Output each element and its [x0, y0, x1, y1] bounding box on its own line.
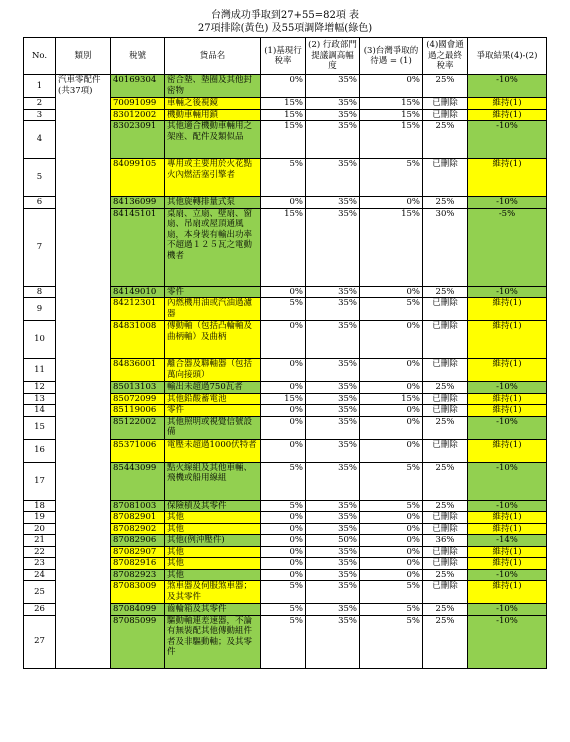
proposed-rate: 35% — [306, 393, 360, 405]
taiwan-treatment: 15% — [360, 121, 423, 159]
tariff-code: 83012002 — [111, 109, 165, 121]
final-rate: 已刪除 — [423, 159, 468, 197]
tariff-code: 40169304 — [111, 75, 165, 98]
final-rate: 已刪除 — [423, 298, 468, 321]
row-no: 12 — [24, 382, 56, 394]
taiwan-treatment: 15% — [360, 208, 423, 286]
header-goods-name: 貨品名 — [165, 38, 261, 75]
current-rate: 5% — [261, 604, 306, 616]
tariff-code: 83023091 — [111, 121, 165, 159]
final-rate: 25% — [423, 615, 468, 668]
row-no: 17 — [24, 462, 56, 500]
final-rate: 25% — [423, 416, 468, 439]
goods-name: 其他(例沖壓件) — [165, 535, 261, 547]
taiwan-treatment: 0% — [360, 416, 423, 439]
result: 維持(1) — [468, 298, 547, 321]
current-rate: 0% — [261, 546, 306, 558]
row-no: 11 — [24, 359, 56, 382]
result: 維持(1) — [468, 546, 547, 558]
row-no: 27 — [24, 615, 56, 668]
current-rate: 0% — [261, 197, 306, 209]
row-no: 23 — [24, 558, 56, 570]
goods-name: 驅動軸連差速器，不論有無裝配其他傳動組件者及非驅動軸；及其零件 — [165, 615, 261, 668]
table-row — [24, 75, 547, 98]
current-rate: 0% — [261, 439, 306, 462]
goods-name: 專用或主要用於火花點火內燃活塞引擎者 — [165, 159, 261, 197]
header-proposed-increase: (2) 行政部門提議調高幅度 — [306, 38, 360, 75]
proposed-rate: 35% — [306, 359, 360, 382]
goods-name: 其他鉛酸蓄電池 — [165, 393, 261, 405]
proposed-rate: 35% — [306, 604, 360, 616]
result: -10% — [468, 569, 547, 581]
result: -10% — [468, 416, 547, 439]
result: -10% — [468, 615, 547, 668]
tariff-code: 84831008 — [111, 321, 165, 359]
proposed-rate: 35% — [306, 405, 360, 417]
tariff-code: 84136099 — [111, 197, 165, 209]
result: 維持(1) — [468, 321, 547, 359]
final-rate: 30% — [423, 208, 468, 286]
result: 維持(1) — [468, 393, 547, 405]
result: -10% — [468, 75, 547, 98]
row-no: 22 — [24, 546, 56, 558]
result: -14% — [468, 535, 547, 547]
taiwan-treatment: 15% — [360, 393, 423, 405]
row-no: 3 — [24, 109, 56, 121]
taiwan-treatment: 0% — [360, 558, 423, 570]
row-no: 2 — [24, 98, 56, 110]
current-rate: 0% — [261, 382, 306, 394]
current-rate: 15% — [261, 208, 306, 286]
proposed-rate: 50% — [306, 535, 360, 547]
final-rate: 36% — [423, 535, 468, 547]
tariff-code: 87082901 — [111, 512, 165, 524]
header-current-rate: (1)基現行稅率 — [261, 38, 306, 75]
tariff-code: 87083009 — [111, 581, 165, 604]
result: -10% — [468, 462, 547, 500]
final-rate: 已刪除 — [423, 359, 468, 382]
taiwan-treatment: 5% — [360, 581, 423, 604]
current-rate: 0% — [261, 416, 306, 439]
tariff-code: 85443099 — [111, 462, 165, 500]
result: 維持(1) — [468, 98, 547, 110]
row-no: 26 — [24, 604, 56, 616]
current-rate: 0% — [261, 523, 306, 535]
taiwan-treatment: 0% — [360, 359, 423, 382]
row-no: 9 — [24, 298, 56, 321]
taiwan-treatment: 0% — [360, 405, 423, 417]
result: 維持(1) — [468, 523, 547, 535]
tariff-code: 85371006 — [111, 439, 165, 462]
goods-name: 其他 — [165, 569, 261, 581]
goods-name: 內燃機用油或汽油過濾器 — [165, 298, 261, 321]
final-rate: 25% — [423, 286, 468, 298]
result: -10% — [468, 604, 547, 616]
row-no: 10 — [24, 321, 56, 359]
taiwan-treatment: 0% — [360, 197, 423, 209]
proposed-rate: 35% — [306, 197, 360, 209]
proposed-rate: 35% — [306, 298, 360, 321]
row-no: 5 — [24, 159, 56, 197]
tariff-code: 87082916 — [111, 558, 165, 570]
current-rate: 5% — [261, 581, 306, 604]
current-rate: 0% — [261, 286, 306, 298]
proposed-rate: 35% — [306, 321, 360, 359]
tariff-code: 87082906 — [111, 535, 165, 547]
header-final-rate: (4)國會通過之最終稅率 — [423, 38, 468, 75]
result: 維持(1) — [468, 159, 547, 197]
current-rate: 5% — [261, 615, 306, 668]
tariff-code: 70091099 — [111, 98, 165, 110]
tariff-code: 85122002 — [111, 416, 165, 439]
proposed-rate: 35% — [306, 546, 360, 558]
result: -10% — [468, 500, 547, 512]
row-no: 4 — [24, 121, 56, 159]
row-no: 14 — [24, 405, 56, 417]
tariff-code: 87082902 — [111, 523, 165, 535]
result: -10% — [468, 121, 547, 159]
taiwan-treatment: 0% — [360, 286, 423, 298]
proposed-rate: 35% — [306, 439, 360, 462]
row-no: 1 — [24, 75, 56, 98]
final-rate: 25% — [423, 121, 468, 159]
proposed-rate: 35% — [306, 121, 360, 159]
current-rate: 0% — [261, 75, 306, 98]
tariff-code: 87081003 — [111, 500, 165, 512]
proposed-rate: 35% — [306, 98, 360, 110]
final-rate: 已刪除 — [423, 405, 468, 417]
final-rate: 25% — [423, 604, 468, 616]
current-rate: 5% — [261, 298, 306, 321]
goods-name: 保險槓及其零件 — [165, 500, 261, 512]
goods-name: 其他適合機動車輛用之架座、配件及類似品 — [165, 121, 261, 159]
proposed-rate: 35% — [306, 615, 360, 668]
tariff-code: 87082907 — [111, 546, 165, 558]
final-rate: 25% — [423, 382, 468, 394]
goods-name: 傳動軸（包括凸輪軸及曲柄軸）及曲柄 — [165, 321, 261, 359]
final-rate: 已刪除 — [423, 581, 468, 604]
taiwan-treatment: 0% — [360, 523, 423, 535]
tariff-code: 85119006 — [111, 405, 165, 417]
final-rate: 已刪除 — [423, 98, 468, 110]
tariff-code: 84212301 — [111, 298, 165, 321]
proposed-rate: 35% — [306, 581, 360, 604]
goods-name: 零件 — [165, 405, 261, 417]
proposed-rate: 35% — [306, 569, 360, 581]
final-rate: 已刪除 — [423, 523, 468, 535]
final-rate: 已刪除 — [423, 321, 468, 359]
proposed-rate: 35% — [306, 523, 360, 535]
taiwan-treatment: 5% — [360, 298, 423, 321]
result: 維持(1) — [468, 405, 547, 417]
final-rate: 25% — [423, 569, 468, 581]
goods-name: 零件 — [165, 286, 261, 298]
proposed-rate: 35% — [306, 109, 360, 121]
proposed-rate: 35% — [306, 416, 360, 439]
final-rate: 25% — [423, 75, 468, 98]
current-rate: 5% — [261, 159, 306, 197]
taiwan-treatment: 0% — [360, 535, 423, 547]
tariff-code: 85072099 — [111, 393, 165, 405]
goods-name: 其他 — [165, 523, 261, 535]
current-rate: 15% — [261, 109, 306, 121]
current-rate: 0% — [261, 405, 306, 417]
proposed-rate: 35% — [306, 382, 360, 394]
taiwan-treatment: 0% — [360, 512, 423, 524]
final-rate: 已刪除 — [423, 109, 468, 121]
final-rate: 25% — [423, 197, 468, 209]
proposed-rate: 35% — [306, 286, 360, 298]
result: -10% — [468, 197, 547, 209]
row-no: 25 — [24, 581, 56, 604]
goods-name: 其他照明或視覺信號設備 — [165, 416, 261, 439]
final-rate: 25% — [423, 462, 468, 500]
proposed-rate: 35% — [306, 500, 360, 512]
goods-name: 其他 — [165, 558, 261, 570]
row-no: 19 — [24, 512, 56, 524]
current-rate: 0% — [261, 535, 306, 547]
result: -5% — [468, 208, 547, 286]
row-no: 8 — [24, 286, 56, 298]
taiwan-treatment: 0% — [360, 75, 423, 98]
header-result: 爭取結果(4)-(2) — [468, 38, 547, 75]
proposed-rate: 35% — [306, 159, 360, 197]
goods-name: 其他旋轉排量式泵 — [165, 197, 261, 209]
tariff-code: 87082923 — [111, 569, 165, 581]
header-code: 稅號 — [111, 38, 165, 75]
result: 維持(1) — [468, 512, 547, 524]
row-no: 15 — [24, 416, 56, 439]
document-title: 台灣成功爭取到27+55=82項 表 — [210, 10, 360, 21]
taiwan-treatment: 15% — [360, 98, 423, 110]
result: 維持(1) — [468, 581, 547, 604]
taiwan-treatment: 0% — [360, 382, 423, 394]
current-rate: 0% — [261, 558, 306, 570]
current-rate: 0% — [261, 512, 306, 524]
tariff-code: 85013103 — [111, 382, 165, 394]
goods-name: 其他 — [165, 546, 261, 558]
row-no: 18 — [24, 500, 56, 512]
tariff-code: 84836001 — [111, 359, 165, 382]
taiwan-treatment: 5% — [360, 462, 423, 500]
result: 維持(1) — [468, 359, 547, 382]
tariff-code: 87085099 — [111, 615, 165, 668]
tariff-code: 84149010 — [111, 286, 165, 298]
goods-name: 機動車輛用鎖 — [165, 109, 261, 121]
final-rate: 已刪除 — [423, 546, 468, 558]
tariff-code: 87084099 — [111, 604, 165, 616]
document-subtitle: 27項排除(黃色) 及55項調降增幅(綠色) — [197, 23, 373, 34]
current-rate: 15% — [261, 98, 306, 110]
row-no: 20 — [24, 523, 56, 535]
category-cell: 汽車零配件(共37項) — [56, 75, 111, 669]
header-category: 類別 — [56, 38, 111, 75]
taiwan-treatment: 5% — [360, 159, 423, 197]
goods-name: 其他 — [165, 512, 261, 524]
tariff-table — [23, 37, 547, 669]
taiwan-treatment: 5% — [360, 615, 423, 668]
current-rate: 15% — [261, 393, 306, 405]
proposed-rate: 35% — [306, 462, 360, 500]
goods-name: 齒輪箱及其零件 — [165, 604, 261, 616]
current-rate: 0% — [261, 569, 306, 581]
row-no: 6 — [24, 197, 56, 209]
result: 維持(1) — [468, 558, 547, 570]
goods-name: 密合墊、墊圈及其他封密物 — [165, 75, 261, 98]
proposed-rate: 35% — [306, 75, 360, 98]
taiwan-treatment: 0% — [360, 546, 423, 558]
row-no: 21 — [24, 535, 56, 547]
goods-name: 煞車器及伺服煞車器；及其零件 — [165, 581, 261, 604]
current-rate: 15% — [261, 121, 306, 159]
taiwan-treatment: 0% — [360, 321, 423, 359]
proposed-rate: 35% — [306, 208, 360, 286]
goods-name: 離合器及聯軸器（包括萬向接頭） — [165, 359, 261, 382]
tariff-code: 84099105 — [111, 159, 165, 197]
result: -10% — [468, 286, 547, 298]
proposed-rate: 35% — [306, 512, 360, 524]
result: 維持(1) — [468, 109, 547, 121]
final-rate: 已刪除 — [423, 393, 468, 405]
current-rate: 0% — [261, 321, 306, 359]
row-no: 13 — [24, 393, 56, 405]
final-rate: 已刪除 — [423, 512, 468, 524]
current-rate: 5% — [261, 462, 306, 500]
result: 維持(1) — [468, 439, 547, 462]
row-no: 16 — [24, 439, 56, 462]
tariff-code: 84145101 — [111, 208, 165, 286]
row-no: 24 — [24, 569, 56, 581]
goods-name: 車輛之後視鏡 — [165, 98, 261, 110]
final-rate: 25% — [423, 500, 468, 512]
taiwan-treatment: 0% — [360, 439, 423, 462]
header-no: No. — [24, 38, 56, 75]
final-rate: 已刪除 — [423, 558, 468, 570]
result: -10% — [468, 382, 547, 394]
current-rate: 5% — [261, 500, 306, 512]
goods-name: 輸出未超過750瓦者 — [165, 382, 261, 394]
taiwan-treatment: 15% — [360, 109, 423, 121]
proposed-rate: 35% — [306, 558, 360, 570]
goods-name: 點火線組及其他車輛、飛機或船用線組 — [165, 462, 261, 500]
taiwan-treatment: 0% — [360, 569, 423, 581]
header-taiwan-treatment: (3)台灣爭取的待遇 = (1) — [360, 38, 423, 75]
current-rate: 0% — [261, 359, 306, 382]
goods-name: 電壓未超過1000伏特者 — [165, 439, 261, 462]
final-rate: 已刪除 — [423, 439, 468, 462]
goods-name: 桌扇、立扇、壁扇、窗扇、吊扇或屋頂通風扇，本身裝有輸出功率不超過１２５瓦之電動機者 — [165, 208, 261, 286]
taiwan-treatment: 5% — [360, 604, 423, 616]
taiwan-treatment: 5% — [360, 500, 423, 512]
row-no: 7 — [24, 208, 56, 286]
table-header-row — [24, 38, 547, 75]
